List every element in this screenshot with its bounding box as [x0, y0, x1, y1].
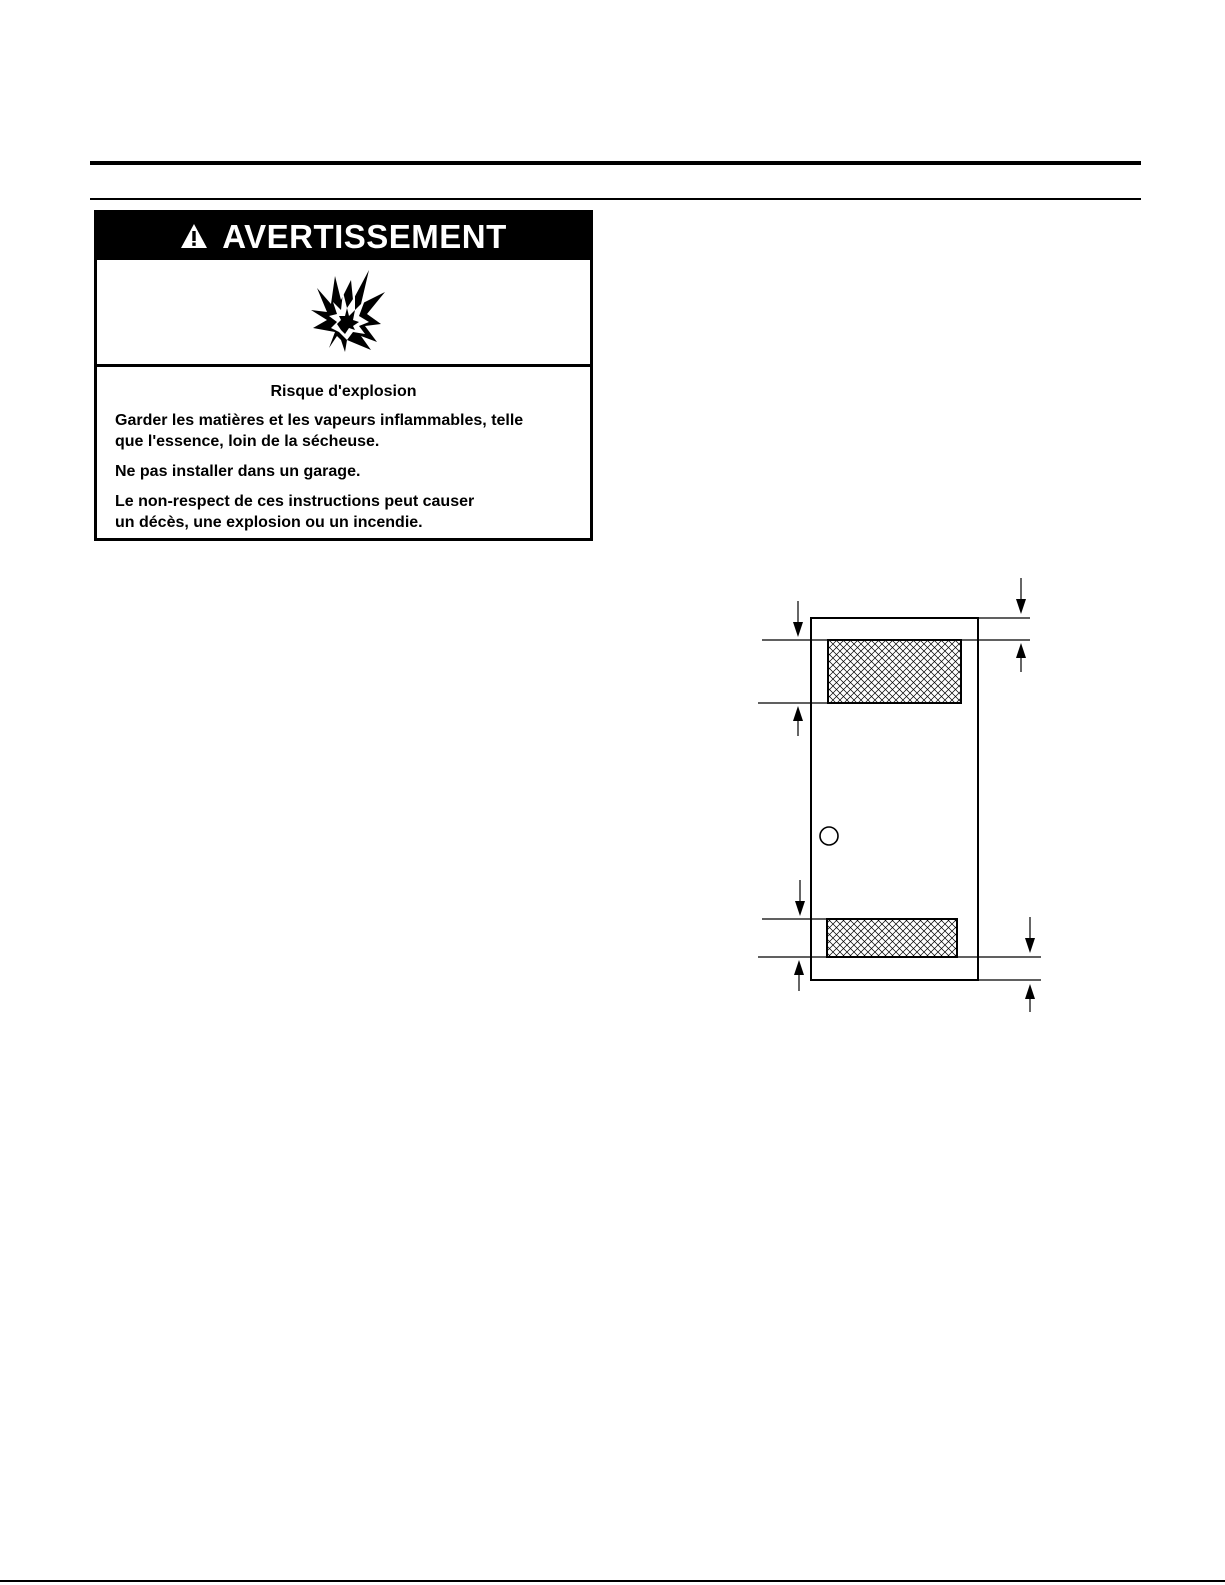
top-vent-opening [828, 640, 961, 703]
header-rule-thin [90, 198, 1141, 200]
warning-paragraph-3-line-2: un décès, une explosion ou un incendie. [115, 514, 423, 531]
dimension-arrow-bottom-clearance [957, 917, 1041, 1012]
warning-header [97, 213, 590, 260]
dimension-arrow-top-clearance [961, 578, 1030, 672]
warning-label [94, 210, 593, 541]
explosion-icon [307, 270, 387, 352]
warning-paragraph-2: Ne pas installer dans un garage. [115, 463, 361, 480]
dimension-arrow-top-vent-height [758, 601, 828, 736]
warning-triangle-icon [180, 223, 208, 249]
warning-paragraph-1 [115, 410, 575, 452]
warning-paragraph-3 [115, 491, 575, 533]
warning-paragraph-1-line-2: que l'essence, loin de la sécheuse. [115, 433, 380, 450]
warning-signal-word: AVERTISSEMENT [222, 217, 507, 255]
hazard-symbol-panel [97, 260, 590, 367]
header-rule-thick [90, 161, 1141, 165]
closet-door-vent-diagram [750, 575, 1050, 1020]
warning-paragraph-3-line-1: Le non-respect de ces instructions peut causer [115, 493, 475, 510]
warning-paragraph-1-line-1: Garder les matières et les vapeurs inflammables, telle [115, 412, 524, 429]
door-knob-icon [820, 827, 838, 845]
warning-text-panel [97, 367, 590, 538]
dimension-arrow-bottom-vent-height [758, 880, 827, 991]
footer-rule [0, 1580, 1225, 1582]
hazard-type: Risque d'explosion [270, 383, 417, 400]
bottom-vent-opening [827, 919, 957, 957]
